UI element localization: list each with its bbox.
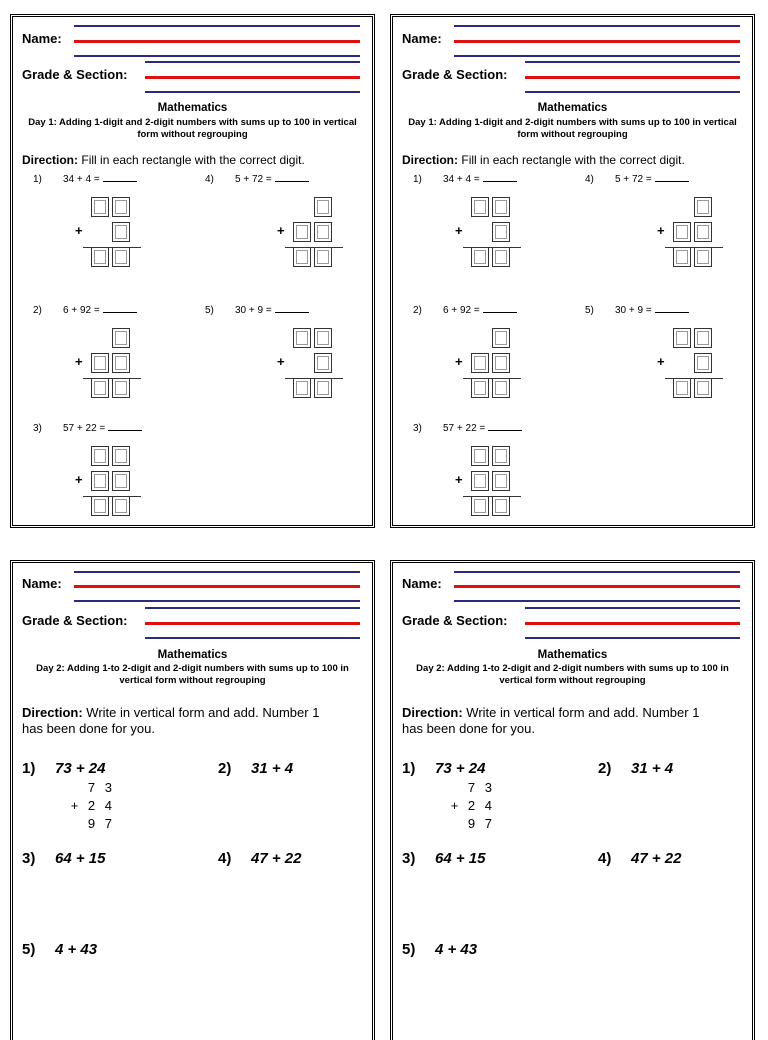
subject-title: Mathematics <box>537 649 608 661</box>
problem-expression: 31 + 4 <box>631 760 674 777</box>
direction <box>402 152 685 168</box>
answer-blank[interactable] <box>483 304 517 313</box>
digit-box[interactable] <box>673 247 691 267</box>
subject-title: Mathematics <box>537 102 608 114</box>
problem-2 <box>585 173 689 185</box>
grade-line-bottom <box>525 637 740 639</box>
digit-box[interactable] <box>91 378 109 398</box>
plus-sign: + <box>657 354 665 369</box>
name-line-bottom <box>454 55 740 57</box>
problem-number: 5) <box>585 305 594 316</box>
grade-line[interactable] <box>525 76 740 79</box>
name-label: Name: <box>402 576 442 591</box>
problem-2 <box>205 173 309 185</box>
problem-expression: 6 + 92 = <box>443 305 480 316</box>
direction-label: Direction: <box>22 153 79 167</box>
worked-addend-1: 7 3 <box>467 780 495 795</box>
name-line[interactable] <box>74 585 360 588</box>
problem-3 <box>22 850 105 867</box>
grade-line-bottom <box>525 91 740 93</box>
digit-box[interactable] <box>314 247 332 267</box>
plus-sign: + <box>455 354 463 369</box>
digit-box[interactable] <box>314 328 332 348</box>
plus-sign: + <box>657 223 665 238</box>
answer-blank[interactable] <box>275 304 309 313</box>
problem-5 <box>413 422 522 434</box>
problem-expression: 5 + 72 = <box>615 174 652 185</box>
problem-3 <box>413 304 517 316</box>
digit-box[interactable] <box>694 328 712 348</box>
worked-sum: 9 7 <box>87 816 115 831</box>
grade-line[interactable] <box>525 622 740 625</box>
name-line[interactable] <box>74 40 360 43</box>
digit-box[interactable] <box>112 222 130 242</box>
answer-blank[interactable] <box>103 304 137 313</box>
digit-box[interactable] <box>91 353 109 373</box>
direction-label: Direction: <box>22 705 83 720</box>
problem-number: 4) <box>585 174 594 185</box>
digit-box[interactable] <box>314 353 332 373</box>
worked-addend-2: + 2 4 <box>450 798 495 813</box>
problem-4 <box>218 850 301 867</box>
digit-box[interactable] <box>492 197 510 217</box>
digit-box[interactable] <box>91 247 109 267</box>
direction-text: Fill in each rectangle with the correct digit. <box>461 153 685 167</box>
problem-number: 4) <box>218 850 232 867</box>
plus-sign: + <box>455 472 463 487</box>
problem-number: 2) <box>413 305 422 316</box>
digit-box[interactable] <box>91 446 109 466</box>
problem-number: 4) <box>205 174 214 185</box>
day-title: Day 2: Adding 1-to 2-digit and 2-digit numbers with sums up to 100 in vertical form without regrouping <box>416 663 729 686</box>
answer-blank[interactable] <box>103 173 137 182</box>
digit-box[interactable] <box>112 446 130 466</box>
answer-blank[interactable] <box>483 173 517 182</box>
name-label: Name: <box>22 31 62 46</box>
plus-sign: + <box>277 354 285 369</box>
digit-box[interactable] <box>471 247 489 267</box>
problem-5 <box>33 422 142 434</box>
answer-blank[interactable] <box>275 173 309 182</box>
problem-4 <box>585 304 689 316</box>
digit-box[interactable] <box>492 471 510 491</box>
digit-box[interactable] <box>471 378 489 398</box>
problem-5 <box>22 941 97 958</box>
digit-box[interactable] <box>492 222 510 242</box>
subject-title: Mathematics <box>157 102 228 114</box>
digit-box[interactable] <box>471 446 489 466</box>
problem-2 <box>598 760 673 777</box>
worked-sum: 9 7 <box>467 816 495 831</box>
name-line[interactable] <box>454 40 740 43</box>
digit-box[interactable] <box>673 328 691 348</box>
direction <box>402 705 702 737</box>
answer-blank[interactable] <box>655 304 689 313</box>
problem-expression: 64 + 15 <box>55 850 106 867</box>
direction <box>22 705 322 737</box>
problem-expression: 57 + 22 = <box>63 423 106 434</box>
digit-box[interactable] <box>112 197 130 217</box>
plus-sign: + <box>75 223 83 238</box>
digit-box[interactable] <box>471 197 489 217</box>
problem-number: 5) <box>402 941 416 958</box>
problem-expression: 34 + 4 = <box>63 174 100 185</box>
name-line-top <box>74 571 360 573</box>
direction-label: Direction: <box>402 153 459 167</box>
problem-5 <box>402 941 477 958</box>
problem-1 <box>402 760 485 777</box>
problem-number: 3) <box>33 423 42 434</box>
problem-1 <box>33 173 137 185</box>
digit-box[interactable] <box>492 446 510 466</box>
problem-4 <box>205 304 309 316</box>
digit-box[interactable] <box>293 328 311 348</box>
problem-number: 3) <box>402 850 416 867</box>
worksheet-day2 <box>10 560 375 1040</box>
answer-blank[interactable] <box>108 422 142 431</box>
name-line-top <box>454 25 740 27</box>
digit-box[interactable] <box>471 471 489 491</box>
direction <box>22 152 305 168</box>
problem-expression: 34 + 4 = <box>443 174 480 185</box>
grade-label: Grade & Section: <box>402 67 508 82</box>
problem-number: 2) <box>218 760 232 777</box>
digit-box[interactable] <box>492 328 510 348</box>
digit-box[interactable] <box>112 378 130 398</box>
problem-expression: 4 + 43 <box>435 941 478 958</box>
problem-expression: 31 + 4 <box>251 760 294 777</box>
name-line-bottom <box>74 55 360 57</box>
problem-4 <box>598 850 681 867</box>
name-line-top <box>74 25 360 27</box>
problem-number: 1) <box>413 174 422 185</box>
problem-expression: 30 + 9 = <box>615 305 652 316</box>
name-line[interactable] <box>454 585 740 588</box>
grade-line-bottom <box>145 637 360 639</box>
problem-number: 5) <box>22 941 36 958</box>
digit-box[interactable] <box>293 378 311 398</box>
problem-expression: 6 + 92 = <box>63 305 100 316</box>
digit-box[interactable] <box>694 222 712 242</box>
digit-box[interactable] <box>91 471 109 491</box>
digit-box[interactable] <box>112 496 130 516</box>
worked-addend-2: + 2 4 <box>70 798 115 813</box>
problem-number: 1) <box>33 174 42 185</box>
problem-number: 5) <box>205 305 214 316</box>
digit-box[interactable] <box>492 353 510 373</box>
problem-expression: 30 + 9 = <box>235 305 272 316</box>
digit-box[interactable] <box>293 222 311 242</box>
digit-box[interactable] <box>314 197 332 217</box>
problem-number: 3) <box>22 850 36 867</box>
day-title: Day 1: Adding 1-digit and 2-digit numbers with sums up to 100 in vertical form without regrouping <box>408 117 737 140</box>
digit-box[interactable] <box>91 496 109 516</box>
digit-box[interactable] <box>112 353 130 373</box>
digit-box[interactable] <box>694 353 712 373</box>
digit-box[interactable] <box>293 247 311 267</box>
digit-box[interactable] <box>694 378 712 398</box>
grade-line[interactable] <box>145 622 360 625</box>
direction-text: Write in vertical form and add. Number 1 has been done for you. <box>402 705 700 736</box>
worksheet-day1 <box>10 14 375 528</box>
digit-box[interactable] <box>112 247 130 267</box>
digit-box[interactable] <box>492 496 510 516</box>
digit-box[interactable] <box>492 378 510 398</box>
direction-label: Direction: <box>402 705 463 720</box>
subject-title: Mathematics <box>157 649 228 661</box>
plus-sign: + <box>455 223 463 238</box>
grade-line[interactable] <box>145 76 360 79</box>
digit-box[interactable] <box>314 222 332 242</box>
problem-number: 2) <box>598 760 612 777</box>
problem-1 <box>22 760 105 777</box>
plus-sign: + <box>277 223 285 238</box>
problem-number: 4) <box>598 850 612 867</box>
problem-number: 3) <box>413 423 422 434</box>
problem-expression: 73 + 24 <box>55 760 106 777</box>
worksheet-day1 <box>390 14 755 528</box>
answer-blank[interactable] <box>655 173 689 182</box>
problem-expression: 57 + 22 = <box>443 423 486 434</box>
problem-number: 1) <box>402 760 416 777</box>
grade-label: Grade & Section: <box>22 613 128 628</box>
name-label: Name: <box>22 576 62 591</box>
problem-expression: 4 + 43 <box>55 941 98 958</box>
digit-box[interactable] <box>471 353 489 373</box>
problem-expression: 73 + 24 <box>435 760 486 777</box>
problem-number: 1) <box>22 760 36 777</box>
problem-expression: 5 + 72 = <box>235 174 272 185</box>
digit-box[interactable] <box>673 378 691 398</box>
grade-label: Grade & Section: <box>22 67 128 82</box>
digit-box[interactable] <box>673 222 691 242</box>
grade-line-top <box>145 61 360 63</box>
digit-box[interactable] <box>91 197 109 217</box>
day-title: Day 1: Adding 1-digit and 2-digit numbers with sums up to 100 in vertical form without regrouping <box>28 117 357 140</box>
grade-line-top <box>525 607 740 609</box>
grade-line-top <box>145 607 360 609</box>
plus-sign: + <box>75 354 83 369</box>
direction-text: Write in vertical form and add. Number 1 has been done for you. <box>22 705 320 736</box>
plus-sign: + <box>75 472 83 487</box>
day-title: Day 2: Adding 1-to 2-digit and 2-digit numbers with sums up to 100 in vertical form without regrouping <box>36 663 349 686</box>
digit-box[interactable] <box>112 328 130 348</box>
problem-1 <box>413 173 517 185</box>
problem-expression: 47 + 22 <box>251 850 302 867</box>
grade-line-bottom <box>145 91 360 93</box>
problem-3 <box>33 304 137 316</box>
answer-blank[interactable] <box>488 422 522 431</box>
problem-number: 2) <box>33 305 42 316</box>
digit-box[interactable] <box>112 471 130 491</box>
digit-box[interactable] <box>471 496 489 516</box>
problem-3 <box>402 850 485 867</box>
name-line-bottom <box>74 600 360 602</box>
problem-expression: 47 + 22 <box>631 850 682 867</box>
grade-label: Grade & Section: <box>402 613 508 628</box>
worksheet-day2 <box>390 560 755 1040</box>
digit-box[interactable] <box>314 378 332 398</box>
problem-2 <box>218 760 293 777</box>
name-line-bottom <box>454 600 740 602</box>
direction-text: Fill in each rectangle with the correct digit. <box>81 153 305 167</box>
digit-box[interactable] <box>492 247 510 267</box>
problem-expression: 64 + 15 <box>435 850 486 867</box>
name-label: Name: <box>402 31 442 46</box>
digit-box[interactable] <box>694 247 712 267</box>
worked-addend-1: 7 3 <box>87 780 115 795</box>
name-line-top <box>454 571 740 573</box>
grade-line-top <box>525 61 740 63</box>
digit-box[interactable] <box>694 197 712 217</box>
